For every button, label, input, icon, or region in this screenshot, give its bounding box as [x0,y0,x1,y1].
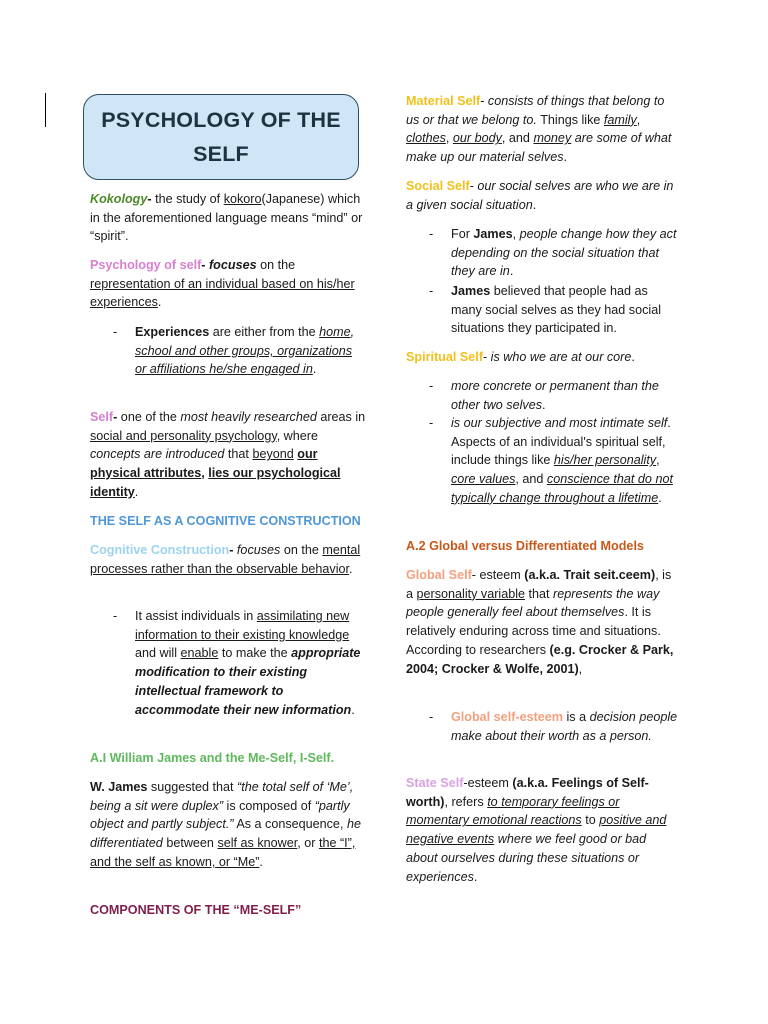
assist-bullet: - It assist individuals in assimilating new information to their existing knowledge and will enable to make the appropriate modification to their existing intellectual framework to accommodate their new information. [90,607,366,719]
william-james-paragraph: W. James suggested that “the total self of ‘Me’, being a sit were duplex” is composed of “partly object and partly subject.” As a consequence, he differentiated between self as knower, or the “I”, and the self as known, or “Me”. [90,780,361,869]
self-paragraph: Self- one of the most heavily researched areas in social and personality psychology, where concepts are introduced that beyond our physical attributes, lies our psychological identity. [90,410,366,499]
page-title: PSYCHOLOGY OF THE SELF [101,108,341,166]
material-self-term: Material Self [406,94,481,108]
title-box [83,94,359,180]
heading-components-me-self: COMPONENTS OF THE “ME-SELF” [90,903,302,917]
social-self-paragraph: Social Self- our social selves are who we are in a given social situation. [406,179,674,212]
spiritual-self-paragraph: Spiritual Self- is who we are at our core. [406,350,635,364]
spiritual-bullet-1: - more concrete or permanent than the other two selves. [406,377,678,414]
global-self-paragraph: Global Self- esteem (a.k.a. Trait seit.ceem), is a personality variable that represents the way people generally feel about themselves. It is relatively enduring across time and situations. According to researchers (e.g. Crocker & Park, 2004; Crocker & Wolfe, 2001), [406,568,674,676]
kokology-term: Kokology [90,192,148,206]
state-self-paragraph: State Self-esteem (a.k.a. Feelings of Self-worth), refers to temporary feelings or momentary emotional reactions to positive and negative events where we feel good or bad about ourselves during these situations or experiences. [406,776,667,884]
social-bullet-1: - For James, people change how they act depending on the social situation that they are in. [406,225,678,281]
global-self-esteem-bullet: - Global self-esteem is a decision people make about their worth as a person. [406,708,678,745]
state-self-term: State Self [406,776,464,790]
heading-william-james: A.I William James and the Me-Self, I-Self. [90,751,335,765]
material-self-paragraph: Material Self- consists of things that belong to us or that we belong to. Things like family, clothes, our body, and money are some of what make up our material selves. [406,94,672,165]
social-bullet-2: - James believed that people had as many social selves as they had social situations they participated in. [406,282,678,338]
self-term: Self [90,410,114,424]
experiences-bullet: - Experiences are either from the home, school and other groups, organizations or affiliations he/she engaged in. [90,323,366,379]
psychology-of-self-paragraph: Psychology of self- focuses on the representation of an individual based on his/her experiences. [90,258,355,310]
spiritual-self-term: Spiritual Self [406,350,483,364]
global-self-term: Global Self [406,568,472,582]
spiritual-bullet-2: - is our subjective and most intimate self. Aspects of an individual's spiritual self, include things like his/her personality, core values, and conscience that do not typically change throughout a lifetime. [406,414,678,508]
social-self-term: Social Self [406,179,470,193]
kokology-paragraph: Kokology- the study of kokoro(Japanese) which in the aforementioned language means “mind” or “spirit”. [90,192,363,244]
cognitive-construction-paragraph: Cognitive Construction- focuses on the mental processes rather than the observable behavior. [90,543,361,576]
global-self-esteem-term: Global self-esteem [451,710,563,724]
heading-global-vs-differentiated: A.2 Global versus Differentiated Models [406,539,644,553]
heading-cognitive-construction: THE SELF AS A COGNITIVE CONSTRUCTION [90,514,361,528]
cognitive-construction-term: Cognitive Construction [90,543,230,557]
psychology-of-self-term: Psychology of self [90,258,202,272]
text-cursor [45,93,46,127]
